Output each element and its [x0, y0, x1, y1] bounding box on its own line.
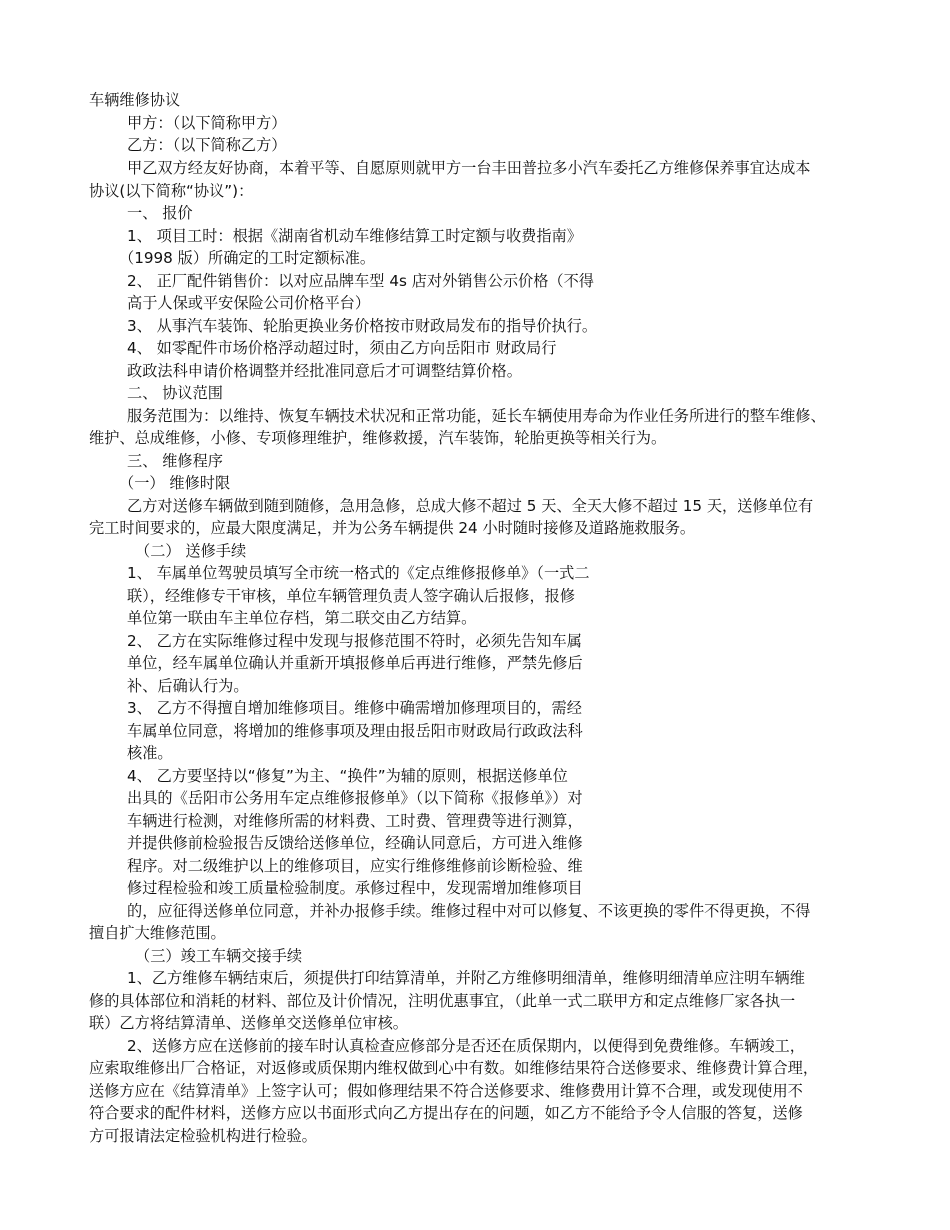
section-line: 2、送修方应在送修前的接车时认真检查应修部分是否还在质保期内，以便得到免费维修。车辆竣工， — [127, 1037, 805, 1055]
section-line: 1、 项目工时：根据《湖南省机动车维修结算工时定额与收费指南》 — [127, 227, 582, 245]
section-line: 3、 从事汽车装饰、轮胎更换业务价格按市财政局发布的指导价执行。 — [127, 317, 598, 335]
section-heading-quote: 一、 报价 — [127, 204, 193, 222]
section-line: 1、乙方维修车辆结束后，须提供打印结算清单，并附乙方维修明细清单，维修明细清单应注明车辆维 — [127, 969, 805, 987]
section-line: 擅自扩大维修范围。 — [89, 924, 226, 942]
section-line: 送修方应在《结算清单》上签字认可；假如修理结果不符合送修要求、维修费用计算不合理，或发现使用不 — [89, 1082, 803, 1100]
section-line: 的，应征得送修单位同意，并补办报修手续。维修过程中对可以修复、不该更换的零件不得更换，不得 — [127, 902, 811, 920]
section-line: 补、后确认行为。 — [127, 677, 249, 695]
section-line: 政政法科申请价格调整并经批准同意后才可调整结算价格。 — [127, 362, 522, 380]
party-a: 甲方：（以下简称甲方） — [127, 114, 287, 132]
section-line: 程序。对二级维护以上的维修项目，应实行维修维修前诊断检验、维 — [127, 857, 583, 875]
section-line: 4、 如零配件市场价格浮动超过时，须由乙方向岳阳市 财政局行 — [127, 339, 557, 357]
subsection-heading: （一） 维修时限 — [119, 474, 231, 492]
section-line: 车辆进行检测，对维修所需的材料费、工时费、管理费等进行测算， — [127, 812, 583, 830]
section-line: （1998 版）所确定的工时定额标准。 — [119, 249, 376, 267]
section-line: 维护、总成维修，小修、专项修理维护，维修救援，汽车装饰，轮胎更换等相关行为。 — [89, 429, 667, 447]
section-line: 服务范围为：以维持、恢复车辆技术状况和正常功能，延长车辆使用寿命为作业任务所进行的整车维修、 — [127, 407, 826, 425]
section-line: 符合要求的配件材料，送修方应以书面形式向乙方提出存在的问题，如乙方不能给予令人信服的答复，送修 — [89, 1104, 803, 1122]
section-line: 修过程检验和竣工质量检验制度。承修过程中，发现需增加维修项目 — [127, 879, 583, 897]
section-heading-scope: 二、 协议范围 — [127, 384, 223, 402]
section-heading-procedure: 三、 维修程序 — [127, 452, 223, 470]
section-line: 出具的《岳阳市公务用车定点维修报修单》（以下简称《报修单》）对 — [127, 789, 583, 807]
section-line: 核准。 — [127, 744, 173, 762]
section-line: 方可报请法定检验机构进行检验。 — [89, 1127, 317, 1145]
subsection-heading: （三）竣工车辆交接手续 — [135, 947, 303, 965]
section-line: 高于人保或平安保险公司价格平台） — [127, 294, 370, 312]
section-line: 修的具体部位和消耗的材料、部位及计价情况，注明优惠事宜，（此单一式二联甲方和定点维修厂家各执一 — [89, 992, 796, 1010]
section-line: 2、 正厂配件销售价：以对应品牌车型 4s 店对外销售公示价格（不得 — [127, 272, 594, 290]
section-line: 单位，经车属单位确认并重新开填报修单后再进行维修，严禁先修后 — [127, 654, 583, 672]
doc-title: 车辆维修协议 — [89, 91, 181, 109]
section-line: 应索取维修出厂合格证，对返修或质保期内维权做到心中有数。如维修结果符合送修要求、维修费计算合理， — [89, 1059, 818, 1077]
section-line: 2、 乙方在实际维修过程中发现与报修范围不符时，必须先告知车属 — [127, 632, 582, 650]
section-line: 3、 乙方不得擅自增加维修项目。维修中确需增加修理项目的，需经 — [127, 699, 582, 717]
section-line: 乙方对送修车辆做到随到随修，急用急修，总成大修不超过 5 天、全天大修不超过 15 天，送修单位有 — [127, 497, 814, 515]
section-line: 4、 乙方要坚持以“修复”为主、“换件”为辅的原则，根据送修单位 — [127, 767, 568, 785]
section-line: 单位第一联由车主单位存档，第二联交由乙方结算。 — [127, 609, 477, 627]
subsection-heading: （二） 送修手续 — [135, 542, 247, 560]
section-line: 联）乙方将结算清单、送修单交送修单位审核。 — [89, 1014, 408, 1032]
intro-line: 协议(以下简称“协议”)： — [89, 182, 254, 200]
section-line: 完工时间要求的，应最大限度满足，并为公务车辆提供 24 小时随时接修及道路施救服务。 — [89, 519, 696, 537]
section-line: 并提供修前检验报告反馈给送修单位，经确认同意后，方可进入维修 — [127, 834, 583, 852]
intro-line: 甲乙双方经友好协商，本着平等、自愿原则就甲方一台丰田普拉多小汽车委托乙方维修保养事宜达成本 — [127, 159, 811, 177]
section-line: 1、 车属单位驾驶员填写全市统一格式的《定点维修报修单》（一式二 — [127, 564, 590, 582]
section-line: 车属单位同意，将增加的维修事项及理由报岳阳市财政局行政政法科 — [127, 722, 583, 740]
section-line: 联），经维修专干审核，单位车辆管理负责人签字确认后报修，报修 — [127, 587, 576, 605]
party-b: 乙方：（以下简称乙方） — [127, 136, 287, 154]
